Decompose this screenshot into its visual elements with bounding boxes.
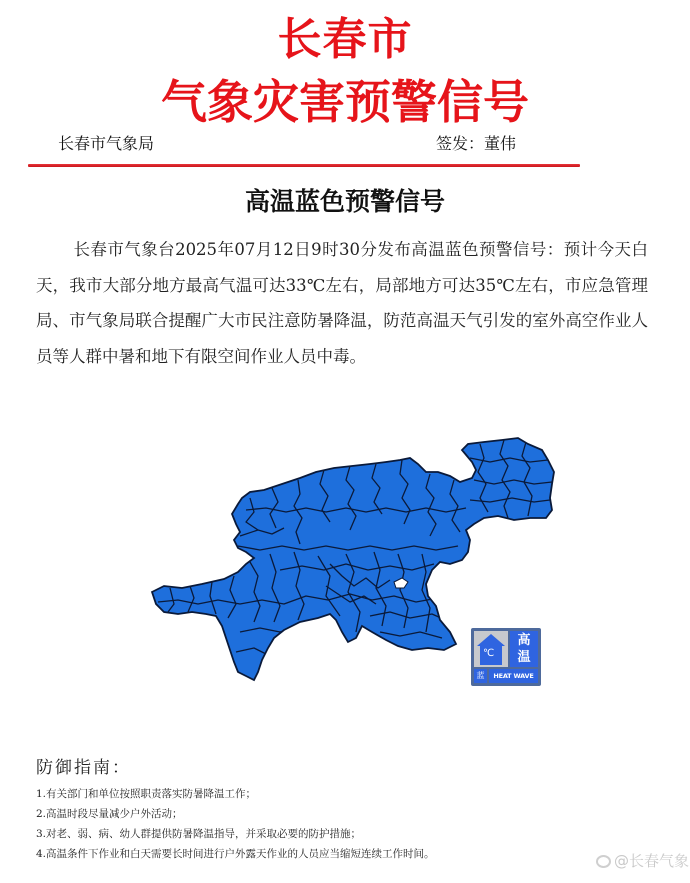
badge-cn-char-2: 温	[517, 650, 531, 665]
watermark-text: @长春气象	[614, 852, 690, 870]
main-title: 气象灾害预警信号	[161, 75, 529, 129]
badge-cn-char-1: 高	[517, 633, 531, 648]
signer: 签发：董伟	[436, 134, 517, 153]
guide-item: 4.高温条件下作业和白天需要长时间进行户外露天作业的人员应当缩短连续工作时间。	[36, 848, 435, 860]
house-thermometer-icon	[474, 631, 508, 667]
badge-cn-label	[510, 631, 538, 667]
weibo-icon	[596, 855, 611, 868]
badge-level-label: 蓝	[474, 669, 487, 683]
signal-body	[36, 232, 648, 374]
signal-title: 高温蓝色预警信号	[244, 187, 445, 216]
issuer: 长春市气象局	[58, 134, 155, 153]
guide-item: 2.高温时段尽量减少户外活动；	[36, 808, 183, 820]
celsius-symbol: ℃	[483, 648, 495, 659]
badge-en-label: HEAT WAVE	[489, 669, 538, 683]
guide-item: 1.有关部门和单位按照职责落实防暑降温工作；	[36, 788, 257, 800]
signal-body-text: 长春市气象台2025年07月12日9时30分发布高温蓝色预警信号：预计今天白天，我市大部分地方最高气温可达33℃左右，局部地方可达35℃左右，市应急管理局、市气象局联合提醒广大市民注意防暑降温，防范高温天气引发的室外高空作业人员等人群中暑和地下有限空间作业人员中毒。	[36, 240, 648, 366]
guide-item: 3.对老、弱、病、幼人群提供防暑降温指导，并采取必要的防护措施；	[36, 828, 362, 840]
city-title: 长春市	[277, 14, 413, 65]
heat-wave-badge	[471, 628, 541, 686]
watermark	[596, 851, 689, 871]
red-divider	[28, 164, 580, 167]
guide-list	[36, 784, 435, 864]
guide-title: 防御指南：	[36, 758, 131, 778]
